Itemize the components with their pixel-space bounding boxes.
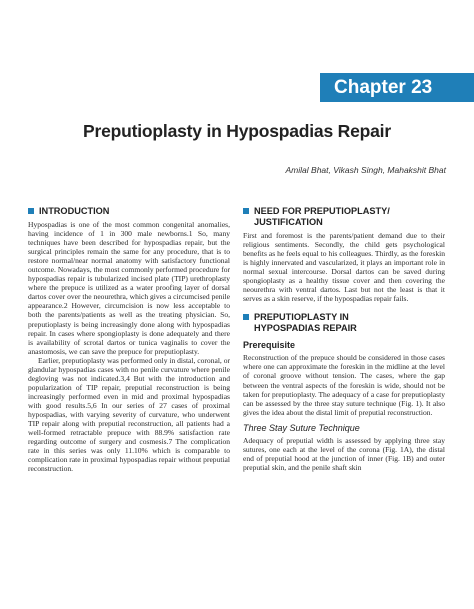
section-bullet-icon [243,208,249,214]
right-column [243,206,445,472]
chapter-label: Chapter 23 [334,76,433,98]
heading-text: PREPUTIOPLASTY IN HYPOSPADIAS REPAIR [254,312,357,334]
justification-paragraph: First and foremost is the parents/patient demand due to their religious sentiments. Secondly, the child gets psychological benefits as he feels equal to his colleagues. Thirdly, as the foreskin is highly innervated and vascularized, it plays an important role in normal sexual intercourse. Dorsal dartos can be saved during spongioplasty as a healthy tissue cover and then covering the neourethra with ventral dartos. Last but not the least is that it serves as a skin reserve, if the hypospadias repair fails. [243,231,445,304]
section-bullet-icon [243,314,249,320]
stay-suture-paragraph: Adequacy of preputial width is assessed by applying three stay sutures, one each at the level of the corona (Fig. 1A), the distal end of preputial hood at the junction of inner (Fig. 1B) and outer preputial skin, and the penile shaft skin [243,435,445,472]
section-bullet-icon [28,208,34,214]
heading-text: NEED FOR PREPUTIOPLASTY/ JUSTIFICATION [254,206,390,227]
heading-text: INTRODUCTION [39,206,110,216]
author-list: Amilal Bhat, Vikash Singh, Mahakshit Bhat [285,165,446,175]
preputioplasty-heading [243,312,445,334]
chapter-banner [320,73,474,102]
intro-paragraph-1: Hypospadias is one of the most common congenital anomalies, having incidence of 1 in 300 male newborns.1 So, many techniques have been described for hypospadias repair, but the surgical principles remain the same for any procedure, that is to restore normal/near normal anatomy with satisfactory functional outcome. Nowadays, the most commonly performed procedure for hypospadias repair is tubularized incised plate (TIP) urethroplasty where the prepuce is utilized as a water proofing layer of dorsal dartos cover over the neourethra, which gives a circumcised penile appearance.2 However, circumcision is now less acceptable to both the parents/patients as well as the treating physician. So, preputioplasty is being increasingly done along with hypospadias repair. In cases where spongioplasty is done adequately and there is availability of scrotal dartos or tunica vaginalis to cover the anastomosis, we can save the prepuce for preputioplasty. [28,220,230,356]
left-column [28,206,230,473]
stay-suture-subheading: Three Stay Suture Technique [243,422,360,433]
justification-heading [243,206,445,228]
prerequisite-subheading: Prerequisite [243,340,296,351]
introduction-heading [28,206,230,217]
intro-paragraph-2: Earlier, preputioplasty was performed only in distal, coronal, or glandular hypospadias cases with no penile curvature where penile degloving was not indicated.3,4 But with the introduction and popularization of TIP repair, preputial reconstruction is being increasingly performed even in mid and proximal hypospadias with good results.5,6 In our series of 27 cases of proximal hypospadias, with varying severity of curvature, who underwent TIP repair along with preputial reconstruction, all patients had a well-formed retractable prepuce with 88.9% satisfaction rate regarding outcome of surgery and cosmesis.7 The complication rate in this series was only 11.10% which is comparable to complication rate in proximal hypospadias repair without preputial reconstruction. [28,355,230,474]
prerequisite-paragraph: Reconstruction of the prepuce should be considered in those cases where one can approximate the foreskin in the midline at the level of coronal groove without tension. The cases, where the gap between the ventral aspects of the foreskin is wide, should not be taken for preputioplasty. The adequacy of a case for preputioplasty can be assessed by the three stay suture technique (Fig. 1). It also gives the idea about the distal limit of preputial reconstruction. [243,353,445,417]
chapter-title: Preputioplasty in Hypospadias Repair [83,121,391,141]
